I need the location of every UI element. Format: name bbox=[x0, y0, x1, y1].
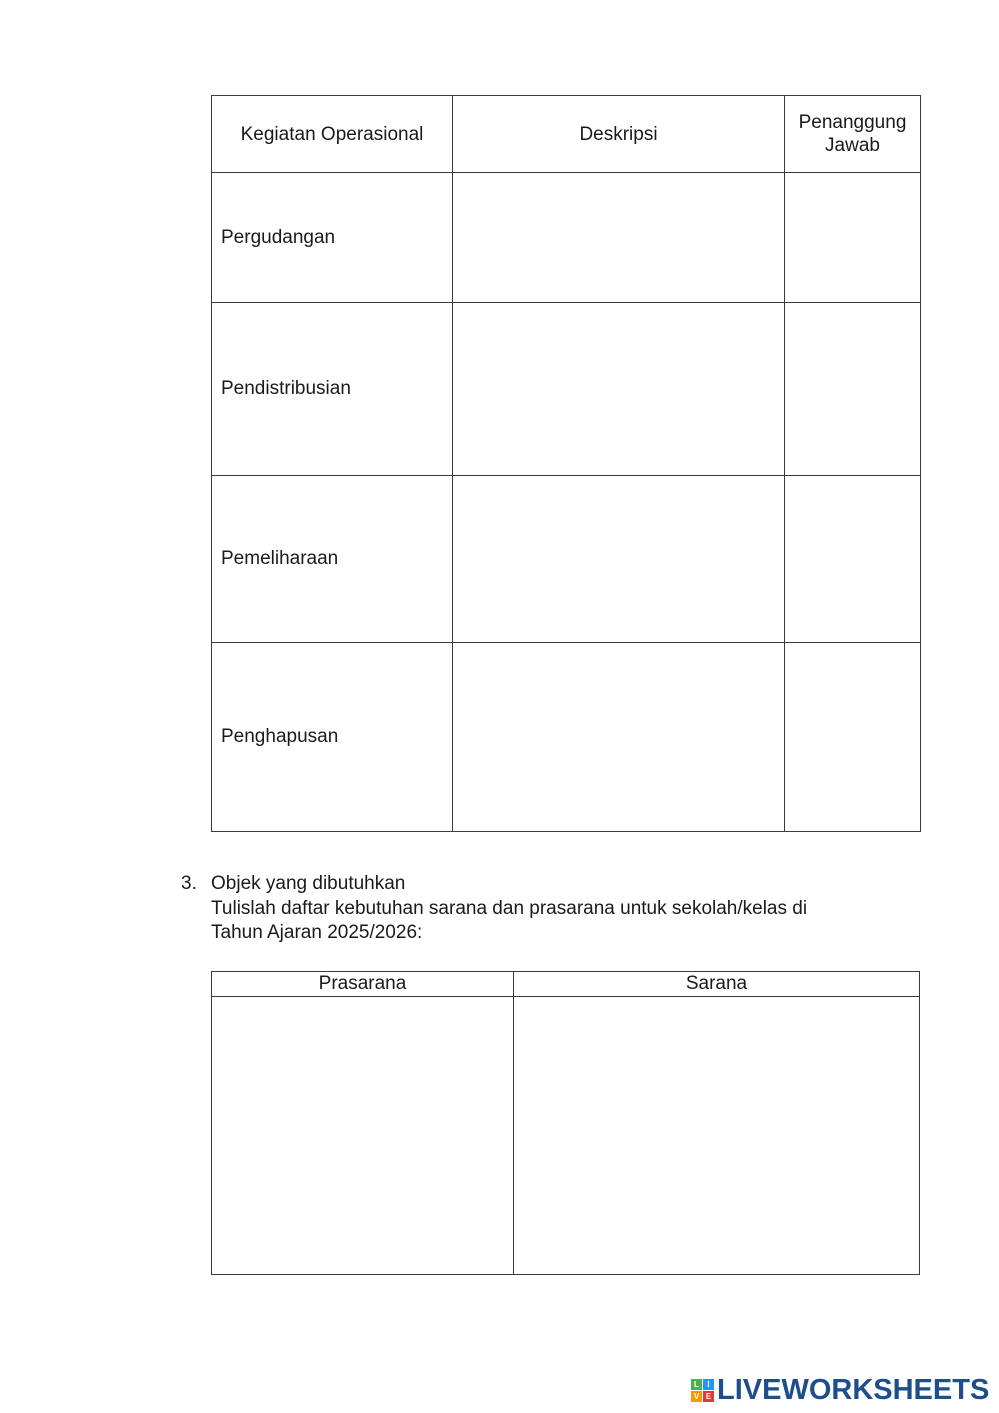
needs-header-row bbox=[212, 972, 920, 997]
logo-tile-e: E bbox=[703, 1391, 714, 1402]
activity-pergudangan: Pergudangan bbox=[212, 173, 453, 303]
section-body bbox=[211, 872, 891, 946]
responsible-input[interactable] bbox=[785, 544, 920, 574]
liveworksheets-logo bbox=[691, 1372, 989, 1408]
infrastructure-input[interactable] bbox=[212, 997, 513, 1274]
logo-text: LIVEWORKSHEETS bbox=[717, 1373, 990, 1406]
logo-tile-l: L bbox=[691, 1379, 702, 1390]
description-cell[interactable] bbox=[453, 643, 785, 832]
facilities-cell[interactable] bbox=[514, 997, 920, 1275]
description-input[interactable] bbox=[453, 223, 784, 253]
description-cell[interactable] bbox=[453, 476, 785, 643]
table-row bbox=[212, 997, 920, 1275]
responsible-input[interactable] bbox=[785, 374, 920, 404]
responsible-cell[interactable] bbox=[785, 476, 921, 643]
section-instruction-line2: Tahun Ajaran 2025/2026: bbox=[211, 922, 423, 943]
header-responsible bbox=[785, 96, 921, 173]
operations-header-row bbox=[212, 96, 921, 173]
activity-pendistribusian: Pendistribusian bbox=[212, 303, 453, 476]
header-description: Deskripsi bbox=[453, 96, 785, 173]
responsible-cell[interactable] bbox=[785, 643, 921, 832]
responsible-cell[interactable] bbox=[785, 303, 921, 476]
section-number: 3. bbox=[181, 873, 197, 894]
logo-tile-i: I bbox=[703, 1379, 714, 1390]
activity-pemeliharaan: Pemeliharaan bbox=[212, 476, 453, 643]
infrastructure-cell[interactable] bbox=[212, 997, 514, 1275]
description-cell[interactable] bbox=[453, 303, 785, 476]
logo-mark-icon bbox=[691, 1379, 714, 1402]
description-cell[interactable] bbox=[453, 173, 785, 303]
table-row bbox=[212, 643, 921, 832]
header-activity: Kegiatan Operasional bbox=[212, 96, 453, 173]
section-title: Objek yang dibutuhkan bbox=[211, 873, 406, 894]
responsible-input[interactable] bbox=[785, 722, 920, 752]
description-input[interactable] bbox=[453, 544, 784, 574]
table-row bbox=[212, 303, 921, 476]
needs-table bbox=[211, 971, 920, 1275]
description-input[interactable] bbox=[453, 722, 784, 752]
header-infrastructure: Prasarana bbox=[212, 972, 514, 997]
header-responsible-line2: Jawab bbox=[825, 135, 880, 156]
section-instruction-line1: Tulislah daftar kebutuhan sarana dan prasarana untuk sekolah/kelas di bbox=[211, 897, 808, 919]
responsible-input[interactable] bbox=[785, 223, 920, 253]
activity-penghapusan: Penghapusan bbox=[212, 643, 453, 832]
description-input[interactable] bbox=[453, 374, 784, 404]
logo-tile-v: V bbox=[691, 1391, 702, 1402]
table-row bbox=[212, 173, 921, 303]
table-row bbox=[212, 476, 921, 643]
facilities-input[interactable] bbox=[514, 997, 919, 1274]
responsible-cell[interactable] bbox=[785, 173, 921, 303]
header-responsible-line1: Penanggung bbox=[798, 112, 907, 133]
header-facilities: Sarana bbox=[514, 972, 920, 997]
operations-table bbox=[211, 95, 921, 832]
